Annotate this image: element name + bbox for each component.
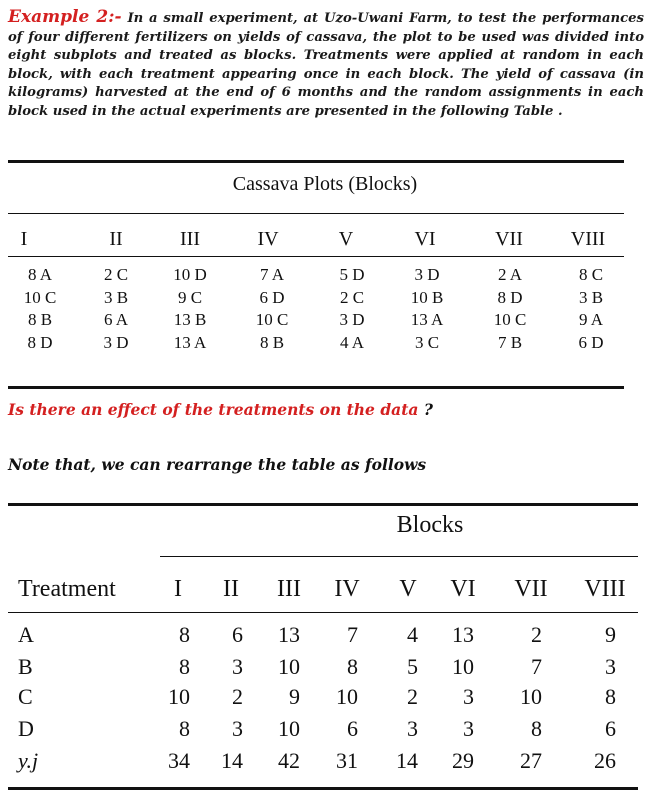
table1-cell: 13 B — [173, 310, 207, 329]
table1-cell: 10 B — [410, 287, 444, 307]
table1-cell: 3 B — [578, 287, 604, 307]
table2-bottom-rule — [8, 787, 638, 790]
table1-header-cell: IV — [257, 228, 279, 250]
table1-column — [240, 264, 304, 354]
table1-cell: 8 D — [497, 287, 523, 307]
table1-header-rule — [8, 256, 624, 257]
table1-header-cell: VIII — [570, 228, 606, 250]
table1-cell: 9 C — [177, 287, 203, 307]
table2-cell: 10 — [452, 654, 474, 679]
table2-title-rule — [160, 556, 638, 557]
table2-cell: 4 — [407, 622, 418, 647]
problem-text: In a small experiment, at Uzo-Uwani Farm, to test the performances of four different fertilizers on yields of cassava, the plot to be used was divided into eight subplots and treated as blocks. Treatments were applied at random in each block, with each treatment appearing once in each block. The yield of cassava (in kilograms) harvested at the end of 6 months and the random assignments in each block used in the actual experiments are presented in the following Table . — [8, 11, 644, 119]
table2-cell: 14 — [396, 748, 418, 773]
table1-column — [84, 264, 148, 354]
table2-header-cell: V — [399, 576, 417, 602]
table2-header-rule — [8, 612, 638, 613]
table2-cell: 8 — [347, 654, 358, 679]
table2-cell: 27 — [520, 748, 542, 773]
question-text — [8, 400, 433, 419]
table2-cell: 7 — [531, 654, 542, 679]
table1-cell: 2 C — [339, 287, 365, 307]
table2-cell: 13 — [278, 622, 300, 647]
table1-cell: 2 A — [497, 265, 523, 284]
table1-cell: 7 B — [497, 332, 523, 352]
table1-header-cell: III — [180, 228, 200, 250]
table1-top-rule — [8, 160, 624, 163]
problem-statement — [8, 8, 644, 122]
table1-column — [320, 264, 384, 354]
table2-header-cell: IV — [334, 576, 360, 602]
table2-cell: 14 — [221, 748, 243, 773]
table1-cell: 10 C — [493, 310, 527, 329]
table2-cell: 8 — [179, 716, 190, 741]
table2-row-label: y.j — [18, 748, 39, 773]
table1-cell: 3 D — [339, 310, 365, 329]
table1-cell: 13 A — [410, 310, 444, 329]
table1-cell: 5 D — [339, 265, 365, 284]
table1-title: Cassava Plots (Blocks) — [232, 173, 418, 195]
table2-cell: 3 — [407, 716, 418, 741]
table2-cell: 34 — [168, 748, 190, 773]
table2-cell: 10 — [336, 684, 358, 709]
table1-cell: 3 D — [414, 265, 440, 284]
table2-row-label: D — [18, 716, 34, 741]
table2-cell: 10 — [168, 684, 190, 709]
table2-cell: 8 — [531, 716, 542, 741]
table2-row-label: C — [18, 684, 33, 709]
table2-header-cell: II — [223, 576, 239, 602]
table2-row-label: A — [18, 622, 34, 647]
table1-cell: 8 D — [27, 332, 53, 352]
table1-cell: 7 A — [259, 265, 285, 284]
table2-cell: 9 — [605, 622, 616, 647]
table1-cell: 9 A — [578, 310, 604, 329]
table2-cell: 31 — [336, 748, 358, 773]
table2-cell: 2 — [531, 622, 542, 647]
table2-header-cell: I — [174, 576, 182, 602]
table2-cell: 8 — [179, 622, 190, 647]
table1-cell: 6 D — [259, 287, 285, 307]
table2-cell: 8 — [605, 684, 616, 709]
table2-treatment-header: Treatment — [18, 576, 116, 602]
table2-cell: 5 — [407, 654, 418, 679]
table1-cell: 4 A — [339, 332, 365, 352]
table1-cell: 6 D — [578, 332, 604, 352]
table2-header-cell: VII — [514, 576, 548, 602]
note-text: Note that, we can rearrange the table as follows — [8, 455, 427, 474]
table2-header-cell: VIII — [584, 576, 626, 602]
table1-bottom-rule — [8, 386, 624, 389]
table1-cell: 10 D — [173, 265, 207, 284]
table1-column — [559, 264, 623, 354]
table2-cell: 8 — [179, 654, 190, 679]
table2-cell: 3 — [463, 716, 474, 741]
table2-cell: 10 — [278, 716, 300, 741]
table1-cell: 8 B — [259, 332, 285, 352]
table1-cell: 10 C — [255, 310, 289, 329]
table1-cell: 3 B — [103, 287, 129, 307]
table1-header-cell: II — [109, 228, 123, 250]
table2-cell: 3 — [232, 654, 243, 679]
question-mark: ? — [423, 400, 433, 419]
table1-header-cell: V — [338, 228, 354, 250]
table2-header-cell: III — [277, 576, 301, 602]
table1-cell: 8 A — [27, 265, 53, 284]
table1-title-rule — [8, 213, 624, 214]
table1-header-cell: VI — [414, 228, 436, 250]
table2-cell: 6 — [605, 716, 616, 741]
table2-cell: 6 — [347, 716, 358, 741]
table2-cell: 26 — [594, 748, 616, 773]
example-label: Example 2:- — [8, 7, 122, 27]
table2-cell: 29 — [452, 748, 474, 773]
table1-header-cell: VII — [495, 228, 523, 250]
table2-cell: 10 — [520, 684, 542, 709]
table1-cell: 8 C — [578, 265, 604, 284]
table2-cell: 42 — [278, 748, 300, 773]
table2-cell: 7 — [347, 622, 358, 647]
table2-cell: 3 — [605, 654, 616, 679]
table1-cell: 3 C — [414, 332, 440, 352]
table1-column — [8, 264, 72, 354]
table2-cell: 3 — [232, 716, 243, 741]
table1-cell: 3 D — [103, 332, 129, 352]
table2-top-rule — [8, 503, 638, 506]
table1-cell: 2 C — [103, 265, 129, 284]
table2-cell: 2 — [232, 684, 243, 709]
table2-cell: 3 — [463, 684, 474, 709]
table2-cell: 10 — [278, 654, 300, 679]
table2-title: Blocks — [396, 512, 464, 538]
table2-row-label: B — [18, 654, 33, 679]
table2-cell: 6 — [232, 622, 243, 647]
question-body: Is there an effect of the treatments on the data — [8, 400, 419, 419]
table2-cell: 2 — [407, 684, 418, 709]
table2-cell: 9 — [289, 684, 300, 709]
table1-column — [478, 264, 542, 354]
table1-cell: 13 A — [173, 332, 207, 352]
table2-header-cell: VI — [450, 576, 476, 602]
table1-column — [158, 264, 222, 354]
table1-column — [395, 264, 459, 354]
table1-header-cell: I — [20, 228, 28, 250]
table1-cell: 6 A — [103, 310, 129, 329]
table2-cell: 13 — [452, 622, 474, 647]
table1-cell: 8 B — [27, 310, 53, 329]
table1-cell: 10 C — [23, 287, 57, 307]
